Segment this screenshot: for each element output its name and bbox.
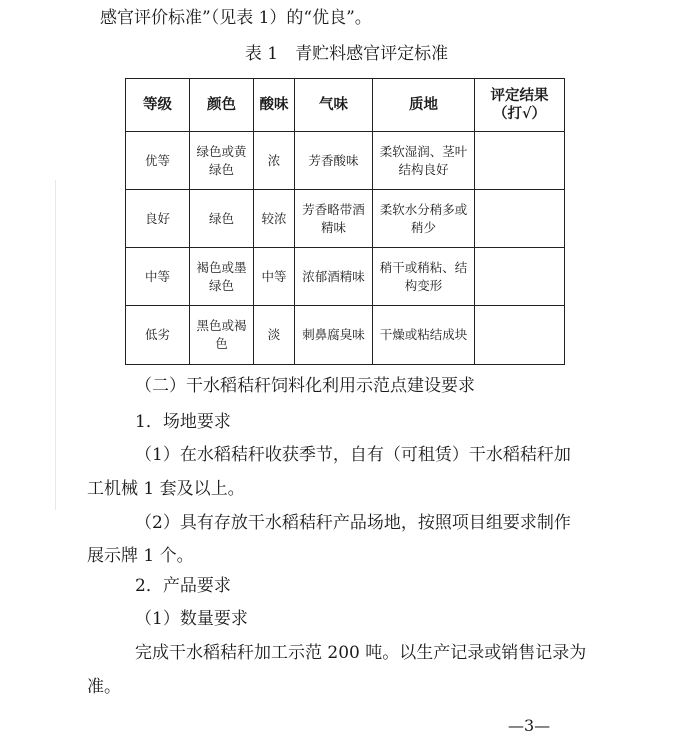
paragraph-line: 完成干水稻秸秆加工示范 200 吨。以生产记录或销售记录为 — [135, 643, 587, 663]
table-row — [126, 132, 565, 190]
header-color: 颜色 — [190, 79, 254, 132]
top-line: 感官评价标准”（见表 1）的“优良”。 — [100, 8, 372, 28]
product-requirements-heading: 2．产品要求 — [135, 576, 231, 596]
header-texture: 质地 — [373, 79, 475, 132]
cell-smell: 芳香略带酒精味 — [295, 190, 373, 248]
section-heading: （二）干水稻秸秆饲料化利用示范点建设要求 — [135, 376, 475, 396]
header-smell: 气味 — [295, 79, 373, 132]
cell-sourness: 浓 — [254, 132, 295, 190]
cell-smell: 浓郁酒精味 — [295, 248, 373, 306]
header-result: 评定结果（打√） — [475, 79, 565, 132]
cell-smell: 刺鼻腐臭味 — [295, 306, 373, 365]
header-sourness: 酸味 — [254, 79, 295, 132]
cell-smell: 芳香酸味 — [295, 132, 373, 190]
cell-grade: 优等 — [126, 132, 190, 190]
cell-sourness: 中等 — [254, 248, 295, 306]
table-row — [126, 306, 565, 365]
sensory-table — [125, 78, 565, 365]
cell-texture: 柔软湿润、茎叶结构良好 — [373, 132, 475, 190]
cell-color: 绿色或黄绿色 — [190, 132, 254, 190]
cell-color: 绿色 — [190, 190, 254, 248]
paragraph-line: （2）具有存放干水稻秸秆产品场地，按照项目组要求制作 — [135, 513, 571, 533]
page-number: —3— — [508, 716, 551, 735]
table-header-row — [126, 79, 565, 132]
cell-result — [475, 190, 565, 248]
cell-texture: 干燥或粘结成块 — [373, 306, 475, 365]
scan-edge — [55, 180, 56, 510]
cell-result — [475, 248, 565, 306]
cell-result — [475, 132, 565, 190]
table-caption: 表 1 青贮料感官评定标准 — [244, 44, 449, 64]
quantity-requirements-heading: （1）数量要求 — [135, 609, 248, 629]
cell-texture: 柔软水分稍多或稍少 — [373, 190, 475, 248]
cell-texture: 稍干或稍粘、结构变形 — [373, 248, 475, 306]
site-requirements-heading: 1．场地要求 — [135, 412, 231, 432]
cell-color: 黑色或褐色 — [190, 306, 254, 365]
paragraph-line: 工机械 1 套及以上。 — [87, 479, 245, 499]
cell-grade: 良好 — [126, 190, 190, 248]
paragraph-line: 准。 — [87, 677, 121, 697]
header-grade: 等级 — [126, 79, 190, 132]
cell-grade: 中等 — [126, 248, 190, 306]
cell-color: 褐色或墨绿色 — [190, 248, 254, 306]
paragraph-line: 展示牌 1 个。 — [87, 546, 194, 566]
cell-sourness: 淡 — [254, 306, 295, 365]
paragraph-line: （1）在水稻秸秆收获季节，自有（可租赁）干水稻秸秆加 — [135, 445, 571, 465]
table-row — [126, 190, 565, 248]
cell-grade: 低劣 — [126, 306, 190, 365]
table-row — [126, 248, 565, 306]
cell-result — [475, 306, 565, 365]
cell-sourness: 较浓 — [254, 190, 295, 248]
